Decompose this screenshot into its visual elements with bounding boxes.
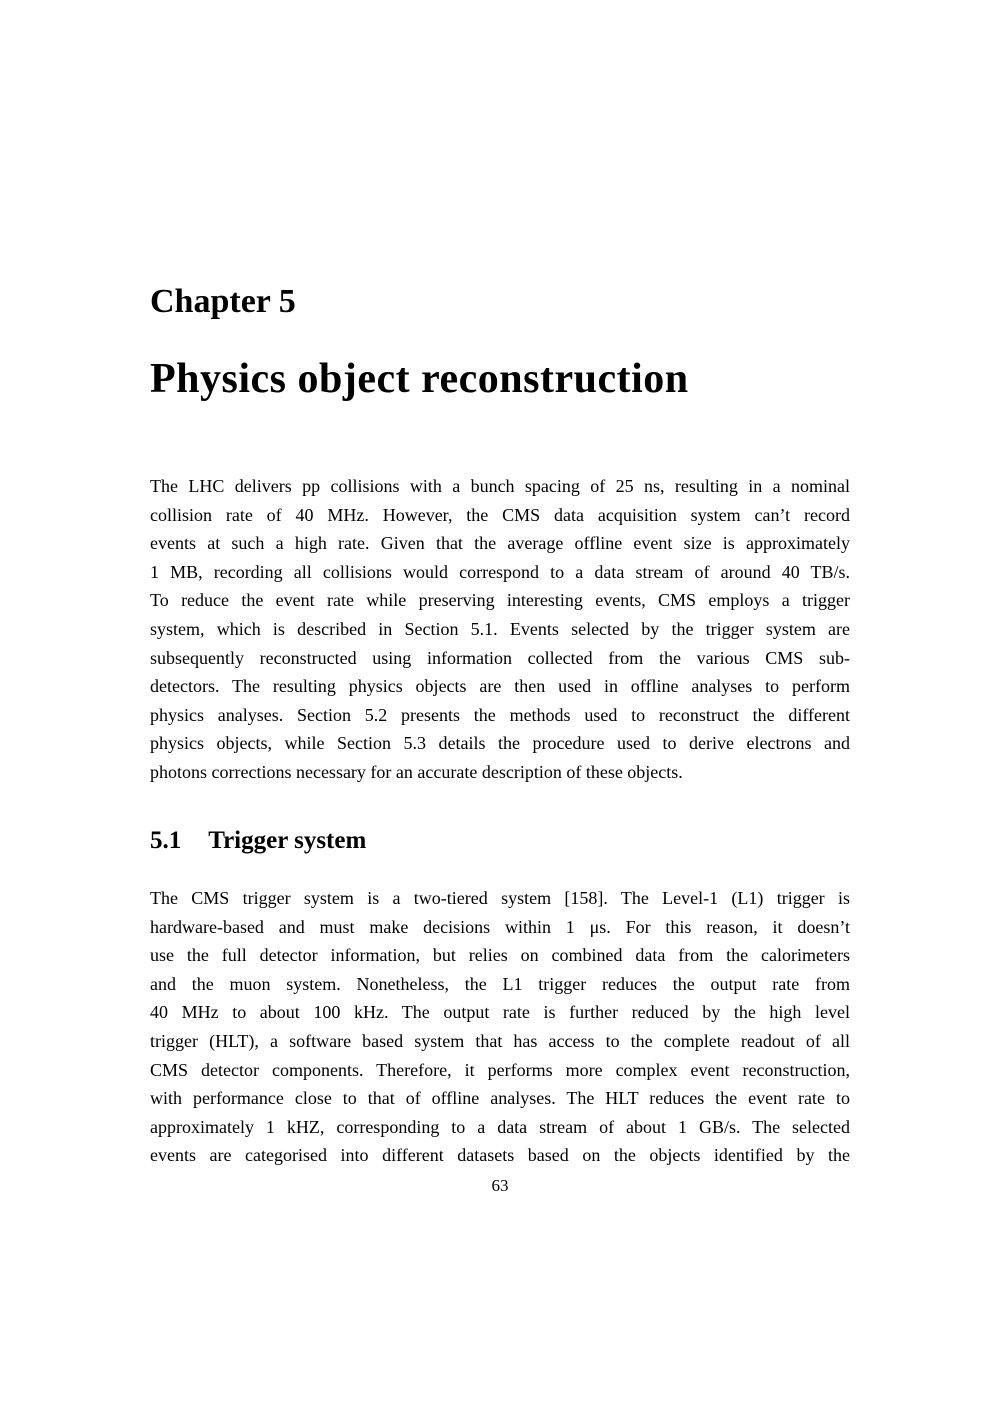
text-line: 1 MB, recording all collisions would correspond to a data stream of around 40 TB/s.: [150, 561, 850, 582]
trigger-system-paragraph: [150, 884, 850, 1170]
section-heading: [150, 826, 366, 856]
text-line: trigger (HLT), a software based system that has access to the complete readout of all: [150, 1030, 850, 1051]
text-line: The CMS trigger system is a two-tiered system [158]. The Level-1 (L1) trigger is: [150, 888, 850, 908]
text-line: CMS detector components. Therefore, it performs more complex event reconstruction,: [150, 1059, 850, 1080]
text-line: hardware-based and must make decisions within 1 μs. For this reason, it doesn’t: [150, 916, 850, 937]
text-line: photons corrections necessary for an accurate description of these objects.: [150, 761, 683, 782]
text-line: To reduce the event rate while preserving interesting events, CMS employs a trigger: [150, 590, 850, 611]
text-line: physics objects, while Section 5.3 details the procedure used to derive electrons and: [150, 733, 850, 754]
text-line: detectors. The resulting physics objects are then used in offline analyses to perform: [150, 676, 850, 697]
section-title: Trigger system: [208, 827, 367, 854]
text-line: events are categorised into different datasets based on the objects identified by the: [150, 1145, 850, 1166]
text-line: collision rate of 40 MHz. However, the CMS data acquisition system can’t record: [150, 504, 850, 525]
text-line: with performance close to that of offline analyses. The HLT reduces the event rate to: [150, 1088, 850, 1109]
text-line: use the full detector information, but relies on combined data from the calorimeters: [150, 945, 850, 966]
section-number: 5.1: [150, 827, 182, 854]
text-line: approximately 1 kHZ, corresponding to a data stream of about 1 GB/s. The selected: [150, 1116, 850, 1137]
text-line: events at such a high rate. Given that the average offline event size is approximately: [150, 533, 850, 554]
text-line: system, which is described in Section 5.1. Events selected by the trigger system are: [150, 618, 850, 639]
text-line: physics analyses. Section 5.2 presents the methods used to reconstruct the different: [150, 704, 850, 725]
page-number: 63: [491, 1176, 509, 1195]
chapter-label: Chapter 5: [150, 283, 296, 320]
text-line: subsequently reconstructed using information collected from the various CMS sub-: [150, 647, 850, 668]
text-line: and the muon system. Nonetheless, the L1 trigger reduces the output rate from: [150, 973, 850, 994]
text-line: 40 MHz to about 100 kHz. The output rate is further reduced by the high level: [150, 1002, 850, 1023]
chapter-title: Physics object reconstruction: [150, 356, 689, 402]
intro-paragraph: [150, 472, 850, 787]
text-line: The LHC delivers pp collisions with a bunch spacing of 25 ns, resulting in a nominal: [150, 476, 850, 496]
